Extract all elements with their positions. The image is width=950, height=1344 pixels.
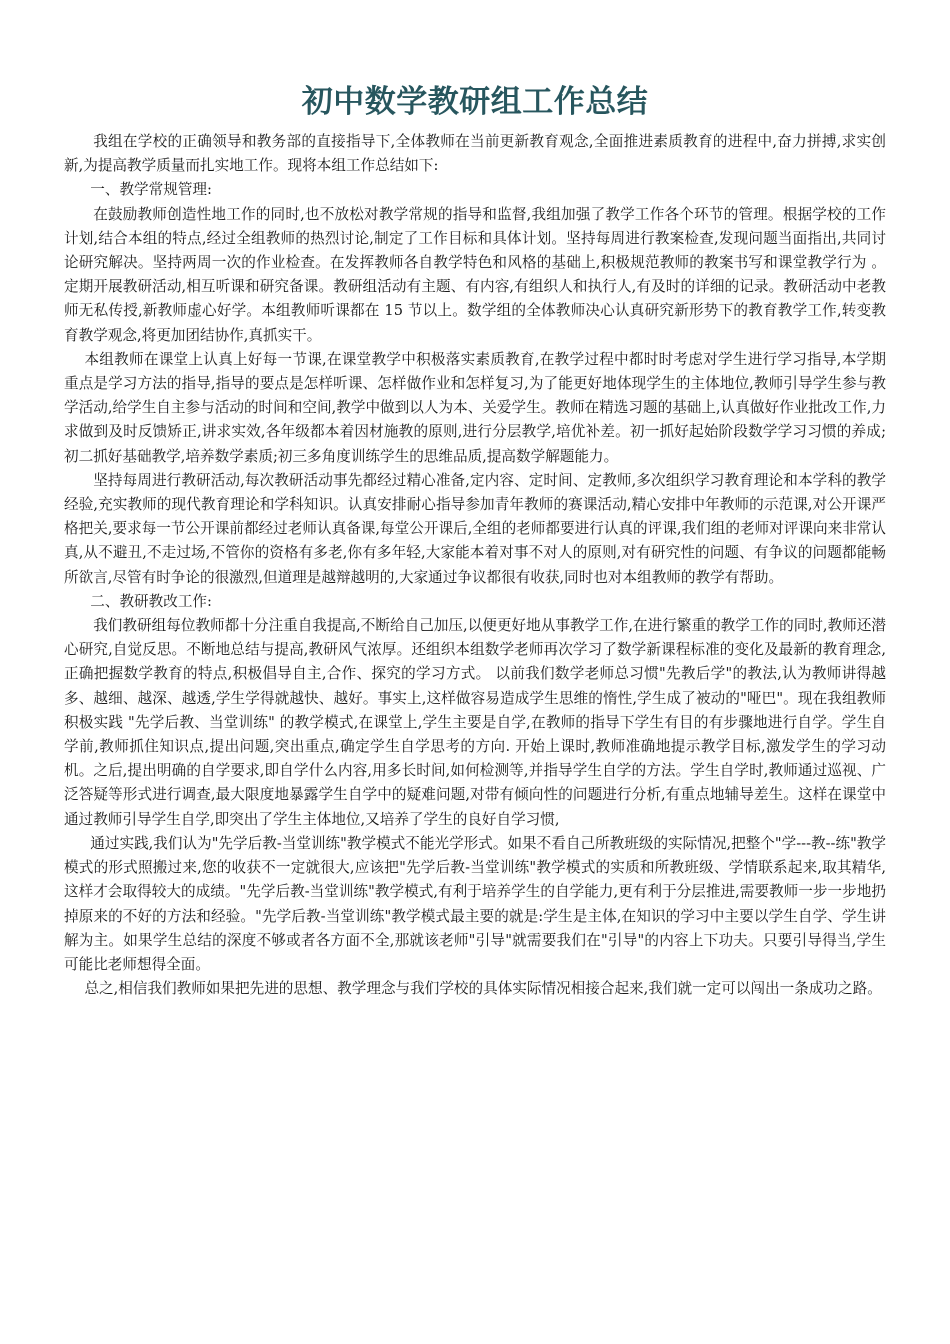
conclusion-paragraph: 总之,相信我们教师如果把先进的思想、教学理念与我们学校的具体实际情况相接合起来,我们就一定可以闯出一条成功之路。 — [84, 980, 882, 998]
intro-paragraph: 我组在学校的正确领导和教务部的直接指导下,全体教师在当前更新教育观念,全面推进素质教育的进程中,奋力拼搏,求实创新,为提高教学质量而扎实地工作。现将本组工作总结如下: — [64, 133, 886, 175]
section-heading-teaching-research: 二、教研教改工作: — [90, 592, 212, 610]
section-heading-routine-management: 一、教学常规管理: — [90, 181, 212, 199]
section1-paragraph: 坚持每周进行教研活动,每次教研活动事先都经过精心准备,定内容、定时间、定教师,多次组织学习教育理论和本学科的教学经验,充实教师的现代教育理论和学科知识。认真安排耐心指导参加青年教师的赛课活动,精心安排中年教师的示范课,对公开课严格把关,要求每一节公开课前都经过老师认真备课,每堂公开课后,全组的老师都要进行认真的评课,我们组的老师对评课向来非常认真,从不避丑,不走过场,不管你的资格有多老,你有多年轻,大家能本着对事不对人的原则,对有研究性的问题、有争议的问题都能畅所欲言,尽管有时争论的很激烈,但道理是越辩越明的,大家通过争议都很有收获,同时也对本组教师的教学有帮助。 — [64, 471, 886, 586]
document-title: 初中数学教研组工作总结 — [301, 84, 649, 120]
section2-paragraph: 通过实践,我们认为"先学后教-当堂训练"教学模式不能光学形式。如果不看自己所教班级的实际情况,把整个"学---教--练"教学模式的形式照搬过来,您的收获不一定就很大,应该把"先学后教-当堂训练"教学模式的实质和所教班级、学情联系起来,取其精华,这样才会取得较大的成绩。"先学后教-当堂训练"教学模式,有利于培养学生的自学能力,更有利于分层推进,需要教师一步一步地扔掉原来的不好的方法和经验。"先学后教-当堂训练"教学模式最主要的就是:学生是主体,在知识的学习中主要以学生自学、学生讲解为主。如果学生总结的深度不够或者各方面不全,那就该老师"引导"就需要我们在"引导"的内容上下功夫。只要引导得当,学生可能比老师想得全面。 — [64, 834, 886, 973]
section1-paragraph: 在鼓励教师创造性地工作的同时,也不放松对教学常规的指导和监督,我组加强了教学工作各个环节的管理。根据学校的工作计划,结合本组的特点,经过全组教师的热烈讨论,制定了工作目标和具体计划。坚持每周进行教案检查,发现问题当面指出,共同讨论研究解决。坚持两周一次的作业检查。在发挥教师各自教学特色和风格的基础上,积极规范教师的教案书写和课堂教学行为 。定期开展教研活动,相互听课和研究备课。教研组活动有主题、有内容,有组织人和执行人,有及时的详细的记录。教研活动中老教师无私传授,新教师虚心好学。本组教师听课都在 15 节以上。数学组的全体教师决心认真研究新形势下的教育教学工作,转变教育教学观念,将更加团结协作,真抓实干。 — [64, 205, 886, 344]
section1-paragraph: 本组教师在课堂上认真上好每一节课,在课堂教学中积极落实素质教育,在教学过程中都时时考虑对学生进行学习指导,本学期重点是学习方法的指导,指导的要点是怎样听课、怎样做作业和怎样复习,为了能更好地体现学生的主体地位,教师引导学生参与教学活动,给学生自主参与活动的时间和空间,教学中做到以人为本、关爱学生。教师在精选习题的基础上,认真做好作业批改工作,力求做到及时反馈矫正,讲求实效,各年级都本着因材施教的原则,进行分层教学,培优补差。初一抓好起始阶段数学学习习惯的养成;初二抓好基础教学,培养数学素质;初三多角度训练学生的思维品质,提高数学解题能力。 — [64, 350, 886, 465]
section2-paragraph: 我们教研组每位教师都十分注重自我提高,不断给自己加压,以便更好地从事教学工作,在进行繁重的教学工作的同时,教师还潜心研究,自觉反思。不断地总结与提高,教研风气浓厚。还组织本组数学老师再次学习了数学新课程标准的变化及最新的教育理念,正确把握数学教育的特点,积极倡导自主,合作、探究的学习方式。 以前我们数学老师总习惯"先教后学"的教法,认为教师讲得越多、越细、越深、越透,学生学得就越快、越好。事实上,这样做容易造成学生思维的惰性,学生成了被动的"哑巴"。现在我组教师积极实践 "先学后教、当堂训练" 的教学模式,在课堂上,学生主要是自学,在教师的指导下学生有目的有步骤地进行自学。学生自学前,教师抓住知识点,提出问题,突出重点,确定学生自学思考的方向. 开始上课时,教师准确地提示教学目标,激发学生的学习动机。之后,提出明确的自学要求,即自学什么内容,用多长时间,如何检测等,并指导学生自学的方法。学生自学时,教师通过巡视、广泛答疑等形式进行调查,最大限度地暴露学生自学中的疑难问题,对带有倾向性的问题进行分析,有重点地辅导差生。这样在课堂中通过教师引导学生自学,即突出了学生主体地位,又培养了学生的良好自学习惯, — [64, 617, 886, 828]
document-body — [64, 130, 886, 1001]
